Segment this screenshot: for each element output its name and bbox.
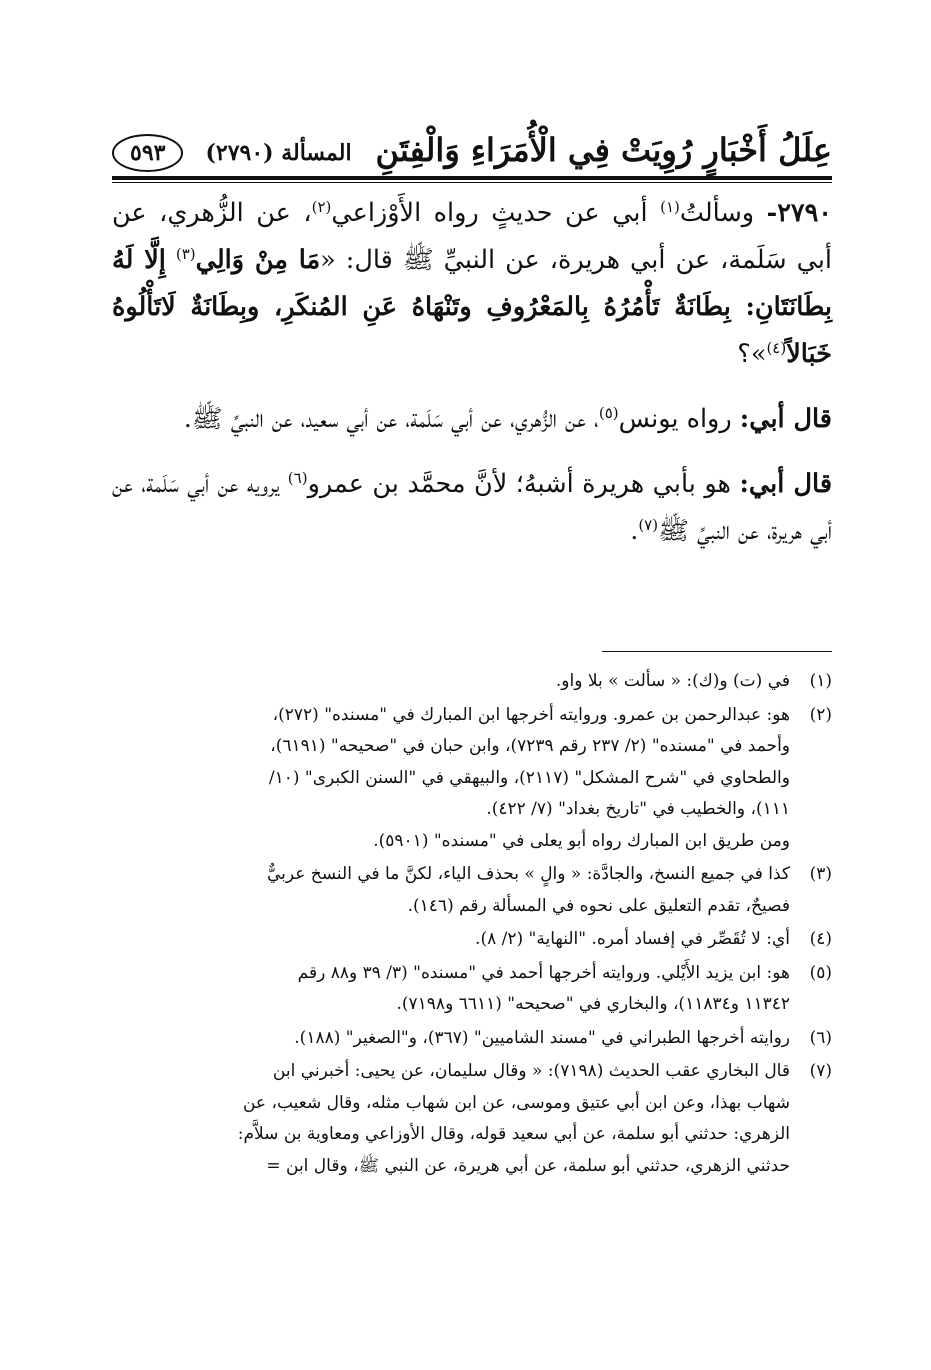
question-text-1: وسألتُ (679, 198, 755, 228)
footnote-item (112, 1023, 832, 1055)
footnote-number: (٥) (809, 962, 832, 983)
footnote-body (112, 700, 790, 858)
answer-2-text-1: هو بأبي هريرة أشبهُ؛ لأنَّ محمَّد بن عمرو (307, 469, 731, 499)
question-end: »؟ (737, 339, 767, 369)
footnote-ref-5[interactable]: (٥) (598, 404, 619, 422)
footnote-ref-1[interactable]: (١) (660, 198, 680, 216)
footnote-item (112, 700, 832, 858)
answer-paragraph-2 (112, 461, 832, 555)
footnote-ref-4[interactable]: (٤) (766, 339, 787, 357)
footnote-line: حدثني الزهري، حدثني أبو سلمة، عن أبي هريرة، عن النبي ﷺ، وقال ابن = (266, 1155, 790, 1176)
footnote-item (112, 924, 832, 956)
footnote-line: هو: ابن يزيد الأَيْلي. وروايته أخرجها أحمد في "مسنده" (٣/ ٣٩ و٨٨ رقم (297, 962, 790, 983)
footnote-number: (٤) (809, 929, 832, 949)
footnote-item (112, 1056, 832, 1182)
page-number: ٥٩٣ (112, 134, 183, 172)
footnote-number: (٣) (809, 864, 832, 884)
book-title: عِلَلُ أَخْبَارٍ رُوِيَتْ فِي الْأُمَرَاءِ وَالْفِتَنِ (375, 131, 832, 169)
footnote-item (112, 666, 832, 698)
answer-1-label: قال أبي: (739, 404, 832, 434)
header-rule-thin (112, 182, 832, 183)
footnote-line: وأحمد في "مسنده" (٢/ ٢٣٧ رقم ٧٢٣٩)، وابن حبان في "صحيحه" (٦١٩١)، (270, 736, 790, 756)
footnote-line: ١١١)، والخطيب في "تاريخ بغداد" (٧/ ٤٢٢). (486, 799, 790, 819)
header-left-group (112, 134, 352, 172)
question-number: ٢٧٩٠- (766, 198, 833, 228)
footnote-line: الزهري: حدثني أبو سلمة، عن أبي سعيد قوله، وقال الأوزاعي ومعاوية بن سلاَّم: (237, 1124, 790, 1144)
footnote-body (112, 1056, 790, 1182)
footnote-number: (١) (809, 671, 832, 691)
header-rule-thick (112, 176, 832, 180)
hadith-text-1: مَا مِنْ وَالِي (195, 245, 321, 275)
footnote-ref-3[interactable]: (٣) (175, 245, 196, 263)
answer-2-end: . (630, 516, 639, 546)
hadith-text-2: إِلَّا لَهُ بِطَانَتَانِ: بِطَانَةٌ تَأْمُرُهُ بِالمَعْرُوفِ وتَنْهَاهُ عَنِ المُنكَرِ، وبِطَانَةٌ لَاتَأْلُوهُ خَبَالاً (112, 245, 832, 369)
footnote-ref-7[interactable]: (٧) (638, 516, 659, 534)
footnote-number: (٦) (809, 1027, 832, 1048)
footnotes (112, 666, 832, 1184)
footnote-line: والطحاوي في "شرح المشكل" (٢١١٧)، والبيهقي في "السنن الكبرى" (١٠/ (268, 767, 790, 788)
footnote-body (112, 958, 790, 1021)
answer-paragraph-1 (112, 396, 832, 443)
footnote-line: روايته أخرجها الطبراني في "مسند الشاميين" (٣٦٧)، و"الصغير" (١٨٨). (294, 1027, 790, 1048)
footnote-line: شهاب بهذا، وعن ابن أبي عتيق وموسى، عن ابن شهاب مثله، وقال شعيب، عن (242, 1092, 790, 1113)
footnote-line: ١١٣٤٢ و١١٨٣٤)، والبخاري في "صحيحه" (٦٦١١ و٧١٩٨). (396, 994, 790, 1014)
footnote-ref-6[interactable]: (٦) (287, 469, 308, 487)
footnote-item (112, 958, 832, 1021)
footnote-line: ومن طريق ابن المبارك رواه أبو يعلى في "مسنده" (٥٩٠١). (373, 830, 790, 851)
answer-1-text-2: ، عن الزُّهري، عن أبي سَلَمة، عن أبي سعيد، عن النبيِّ ﷺ. (183, 404, 599, 434)
answer-1-text-1: رواه يونس (618, 404, 732, 434)
footnote-line: فصيحٌ، تقدم التعليق على نحوه في المسألة رقم (١٤٦). (407, 895, 790, 916)
footnote-number: (٧) (809, 1061, 832, 1081)
footnote-ref-2[interactable]: (٢) (311, 198, 332, 216)
main-text (112, 190, 832, 555)
answer-2-text-2: يرويه عن أبي سَلَمة، عن أبي هريرة، عن النبيِّ ﷺ (112, 469, 832, 546)
footnote-number: (٢) (809, 704, 832, 725)
question-paragraph (112, 190, 832, 378)
issue-label: المسألة (٢٧٩٠) (205, 140, 352, 166)
footnote-line: كذا في جميع النسخ، والجادَّة: « والٍ » بحذف الياء، لكنَّ ما في النسخ عربيٌّ (266, 864, 790, 884)
footnote-body (112, 859, 790, 922)
footnote-line: قال البخاري عقب الحديث (٧١٩٨): « وقال سليمان، عن يحيى: أخبرني ابن (272, 1061, 790, 1081)
footnote-line: هو: عبدالرحمن بن عمرو. وروايته أخرجها ابن المبارك في "مسنده" (٢٧٢)، (272, 704, 790, 725)
footnote-body (112, 1023, 790, 1055)
running-header (112, 112, 832, 172)
footnote-line: أي: لا تُقَصِّر في إفساد أمره. "النهاية" (٢/ ٨). (475, 929, 790, 949)
question-text-2: أبي عن حديثٍ رواه الأَوْزاعي (331, 198, 648, 228)
footnote-body (112, 924, 790, 956)
footnote-line: في (ت) و(ك): « سألت » بلا واو. (555, 671, 790, 691)
question-text-3: ، عن الزُّهري، عن أبي سَلَمة، عن أبي هريرة، عن النبيِّ ﷺ قال: « (112, 198, 833, 275)
footnote-item (112, 859, 832, 922)
footnote-body (112, 666, 790, 698)
answer-2-label: قال أبي: (739, 469, 833, 499)
footnote-separator (602, 651, 832, 652)
